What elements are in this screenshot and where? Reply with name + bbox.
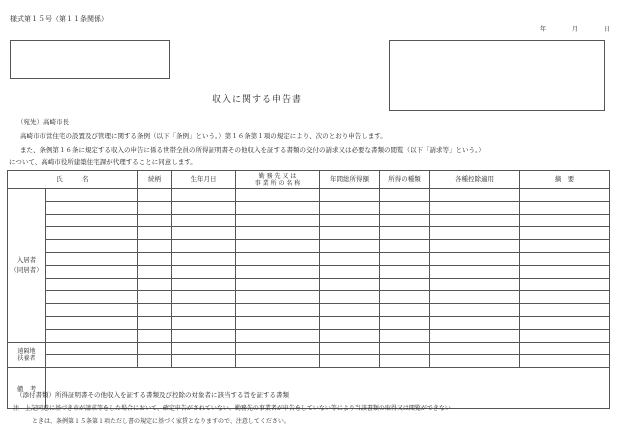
- paragraph-2-line-2: について、高崎市役所建築住宅課が代理することに同意します。: [9, 158, 197, 166]
- remarks-row: [8, 368, 610, 409]
- cell[interactable]: [430, 355, 520, 368]
- cell[interactable]: [172, 189, 236, 202]
- cell[interactable]: [430, 240, 520, 253]
- cell[interactable]: [320, 278, 380, 291]
- header-name: 氏 名: [8, 171, 138, 189]
- cell[interactable]: [172, 278, 236, 291]
- cell[interactable]: [380, 201, 430, 214]
- cell[interactable]: [520, 227, 610, 240]
- header-workplace-line-2: 事 業 所 の 名 称: [254, 179, 301, 187]
- cell[interactable]: [138, 342, 172, 355]
- cell[interactable]: [138, 227, 172, 240]
- cell[interactable]: [430, 189, 520, 202]
- cell[interactable]: [430, 291, 520, 304]
- cell[interactable]: [236, 265, 320, 278]
- cell[interactable]: [236, 355, 320, 368]
- header-workplace-line-1: 勤 務 先 又 は: [258, 172, 297, 180]
- cell[interactable]: [46, 252, 138, 265]
- header-deduction: 各種控除適用: [430, 171, 520, 189]
- table-row: [8, 342, 610, 355]
- cell[interactable]: [320, 214, 380, 227]
- cell[interactable]: [172, 304, 236, 317]
- cell[interactable]: [236, 227, 320, 240]
- header-birth-date: 生年月日: [172, 171, 236, 189]
- cell[interactable]: [380, 355, 430, 368]
- cell[interactable]: [320, 189, 380, 202]
- cell[interactable]: [320, 201, 380, 214]
- cell[interactable]: [430, 252, 520, 265]
- table-row: [8, 214, 610, 227]
- cell[interactable]: [172, 227, 236, 240]
- cell[interactable]: [172, 265, 236, 278]
- table-row: [8, 316, 610, 329]
- cell[interactable]: [430, 304, 520, 317]
- resident-label-line-2: （同居者）: [10, 266, 43, 275]
- cell[interactable]: [172, 291, 236, 304]
- cell[interactable]: [520, 214, 610, 227]
- table-row: [8, 329, 610, 342]
- paragraph-2-line-1: また、条例第１６条に規定する収入の申告に係る世帯全員の所得証明書その他収入を証する書類の交付の請求又は必要な書類の閲覧（以下「請求等」という。）: [20, 146, 485, 154]
- cell[interactable]: [236, 252, 320, 265]
- cell[interactable]: [236, 278, 320, 291]
- cell[interactable]: [236, 304, 320, 317]
- cell[interactable]: [46, 342, 138, 355]
- cell[interactable]: [138, 201, 172, 214]
- cell[interactable]: [320, 291, 380, 304]
- remote-label-line-2: 扶養者: [17, 354, 36, 362]
- cell[interactable]: [46, 355, 138, 368]
- table-row: [8, 291, 610, 304]
- cell[interactable]: [46, 189, 138, 202]
- cell[interactable]: [138, 189, 172, 202]
- cell[interactable]: [172, 201, 236, 214]
- cell[interactable]: [520, 316, 610, 329]
- cell[interactable]: [46, 201, 138, 214]
- date-day-label: 日: [604, 26, 611, 33]
- cell[interactable]: [46, 214, 138, 227]
- table-header-row: [8, 171, 610, 189]
- cell[interactable]: [520, 304, 610, 317]
- cell[interactable]: [380, 227, 430, 240]
- header-annual-income: 年間総所得額: [320, 171, 380, 189]
- table-row: [8, 201, 610, 214]
- cell[interactable]: [430, 278, 520, 291]
- table-row: [8, 304, 610, 317]
- cell[interactable]: [320, 240, 380, 253]
- cell[interactable]: [138, 304, 172, 317]
- cell[interactable]: [138, 252, 172, 265]
- cell[interactable]: [430, 227, 520, 240]
- cell[interactable]: [430, 342, 520, 355]
- cell[interactable]: [520, 240, 610, 253]
- cell[interactable]: [46, 227, 138, 240]
- table-row: [8, 252, 610, 265]
- cell[interactable]: [380, 240, 430, 253]
- remote-dependent-group-label: [8, 342, 46, 368]
- cell[interactable]: [172, 329, 236, 342]
- cell[interactable]: [138, 329, 172, 342]
- table-row: [8, 355, 610, 368]
- cell[interactable]: [138, 316, 172, 329]
- cell[interactable]: [236, 291, 320, 304]
- table-row: [8, 227, 610, 240]
- table-row: [8, 189, 610, 202]
- cell[interactable]: [380, 291, 430, 304]
- cell[interactable]: [46, 329, 138, 342]
- caution-note-line-2: ときは、条例第１５条第１項ただし書の規定に基づく家賃となりますので、注意してください。: [32, 418, 290, 425]
- cell[interactable]: [172, 355, 236, 368]
- cell[interactable]: [138, 278, 172, 291]
- cell[interactable]: [320, 265, 380, 278]
- paragraph-1: 高崎市市営住宅の設置及び管理に関する条例（以下「条例」という。）第１６条第１項の規定により、次のとおり申告します。: [20, 132, 387, 140]
- header-summary: 摘 要: [520, 171, 610, 189]
- cell[interactable]: [138, 240, 172, 253]
- cell[interactable]: [46, 278, 138, 291]
- cell[interactable]: [138, 291, 172, 304]
- cell[interactable]: [320, 329, 380, 342]
- attachments-note: （添付書類）所得証明書その他収入を証する書類及び控除の対象者に該当する旨を証する書類: [16, 391, 289, 399]
- resident-label-line-1: 入居者: [16, 256, 37, 265]
- cell[interactable]: [430, 329, 520, 342]
- right-stamp-box[interactable]: [389, 40, 605, 111]
- cell[interactable]: [520, 291, 610, 304]
- cell[interactable]: [380, 189, 430, 202]
- cell[interactable]: [520, 201, 610, 214]
- cell[interactable]: [138, 265, 172, 278]
- header-workplace: [236, 171, 320, 189]
- remote-label-line-1: 遠隔地: [17, 347, 36, 355]
- cell[interactable]: [380, 214, 430, 227]
- cell[interactable]: [430, 316, 520, 329]
- cell[interactable]: [430, 265, 520, 278]
- cell[interactable]: [46, 291, 138, 304]
- cell[interactable]: [320, 342, 380, 355]
- cell[interactable]: [380, 265, 430, 278]
- cell[interactable]: [46, 240, 138, 253]
- cell[interactable]: [138, 355, 172, 368]
- table-row: [8, 265, 610, 278]
- cell[interactable]: [46, 265, 138, 278]
- cell[interactable]: [236, 342, 320, 355]
- cell[interactable]: [172, 252, 236, 265]
- cell[interactable]: [320, 252, 380, 265]
- cell[interactable]: [236, 214, 320, 227]
- header-income-type: 所得の種類: [380, 171, 430, 189]
- left-stamp-box[interactable]: [10, 40, 170, 79]
- income-table: [7, 170, 610, 409]
- cell[interactable]: [172, 214, 236, 227]
- cell[interactable]: [236, 329, 320, 342]
- cell[interactable]: [380, 278, 430, 291]
- cell[interactable]: [520, 342, 610, 355]
- cell[interactable]: [520, 252, 610, 265]
- cell[interactable]: [320, 355, 380, 368]
- cell[interactable]: [46, 316, 138, 329]
- cell[interactable]: [236, 201, 320, 214]
- cell[interactable]: [520, 265, 610, 278]
- cell[interactable]: [320, 316, 380, 329]
- date-month-label: 月: [572, 26, 579, 33]
- header-relation: 続柄: [138, 171, 172, 189]
- table-row: [8, 240, 610, 253]
- cell[interactable]: [430, 201, 520, 214]
- cell[interactable]: [172, 240, 236, 253]
- addressee: （宛先）高崎市長: [17, 118, 69, 126]
- cell[interactable]: [172, 342, 236, 355]
- cell[interactable]: [430, 214, 520, 227]
- date-year-label: 年: [540, 26, 547, 33]
- cell[interactable]: [380, 252, 430, 265]
- cell[interactable]: [520, 278, 610, 291]
- cell[interactable]: [380, 329, 430, 342]
- cell[interactable]: [236, 240, 320, 253]
- remarks-cell[interactable]: [46, 368, 610, 409]
- cell[interactable]: [380, 342, 430, 355]
- caution-note-line-1: 注 上記同意に基づき市が請求等をした場合において、確定申告がされていない、勤務先の事業者が申告をしていない等により当該書類の取得又は閲覧ができない: [13, 405, 451, 412]
- cell[interactable]: [520, 355, 610, 368]
- cell[interactable]: [236, 316, 320, 329]
- cell[interactable]: [520, 189, 610, 202]
- cell[interactable]: [320, 227, 380, 240]
- cell[interactable]: [380, 304, 430, 317]
- remarks-label: 備 考: [8, 368, 46, 409]
- table-row: [8, 278, 610, 291]
- cell[interactable]: [236, 189, 320, 202]
- cell[interactable]: [138, 214, 172, 227]
- cell[interactable]: [46, 304, 138, 317]
- form-number: 様式第１５号（第１１条関係）: [10, 15, 108, 23]
- cell[interactable]: [320, 304, 380, 317]
- cell[interactable]: [520, 329, 610, 342]
- resident-group-label: [8, 189, 46, 343]
- cell[interactable]: [172, 316, 236, 329]
- page-title: 収入に関する申告書: [212, 95, 303, 105]
- cell[interactable]: [380, 316, 430, 329]
